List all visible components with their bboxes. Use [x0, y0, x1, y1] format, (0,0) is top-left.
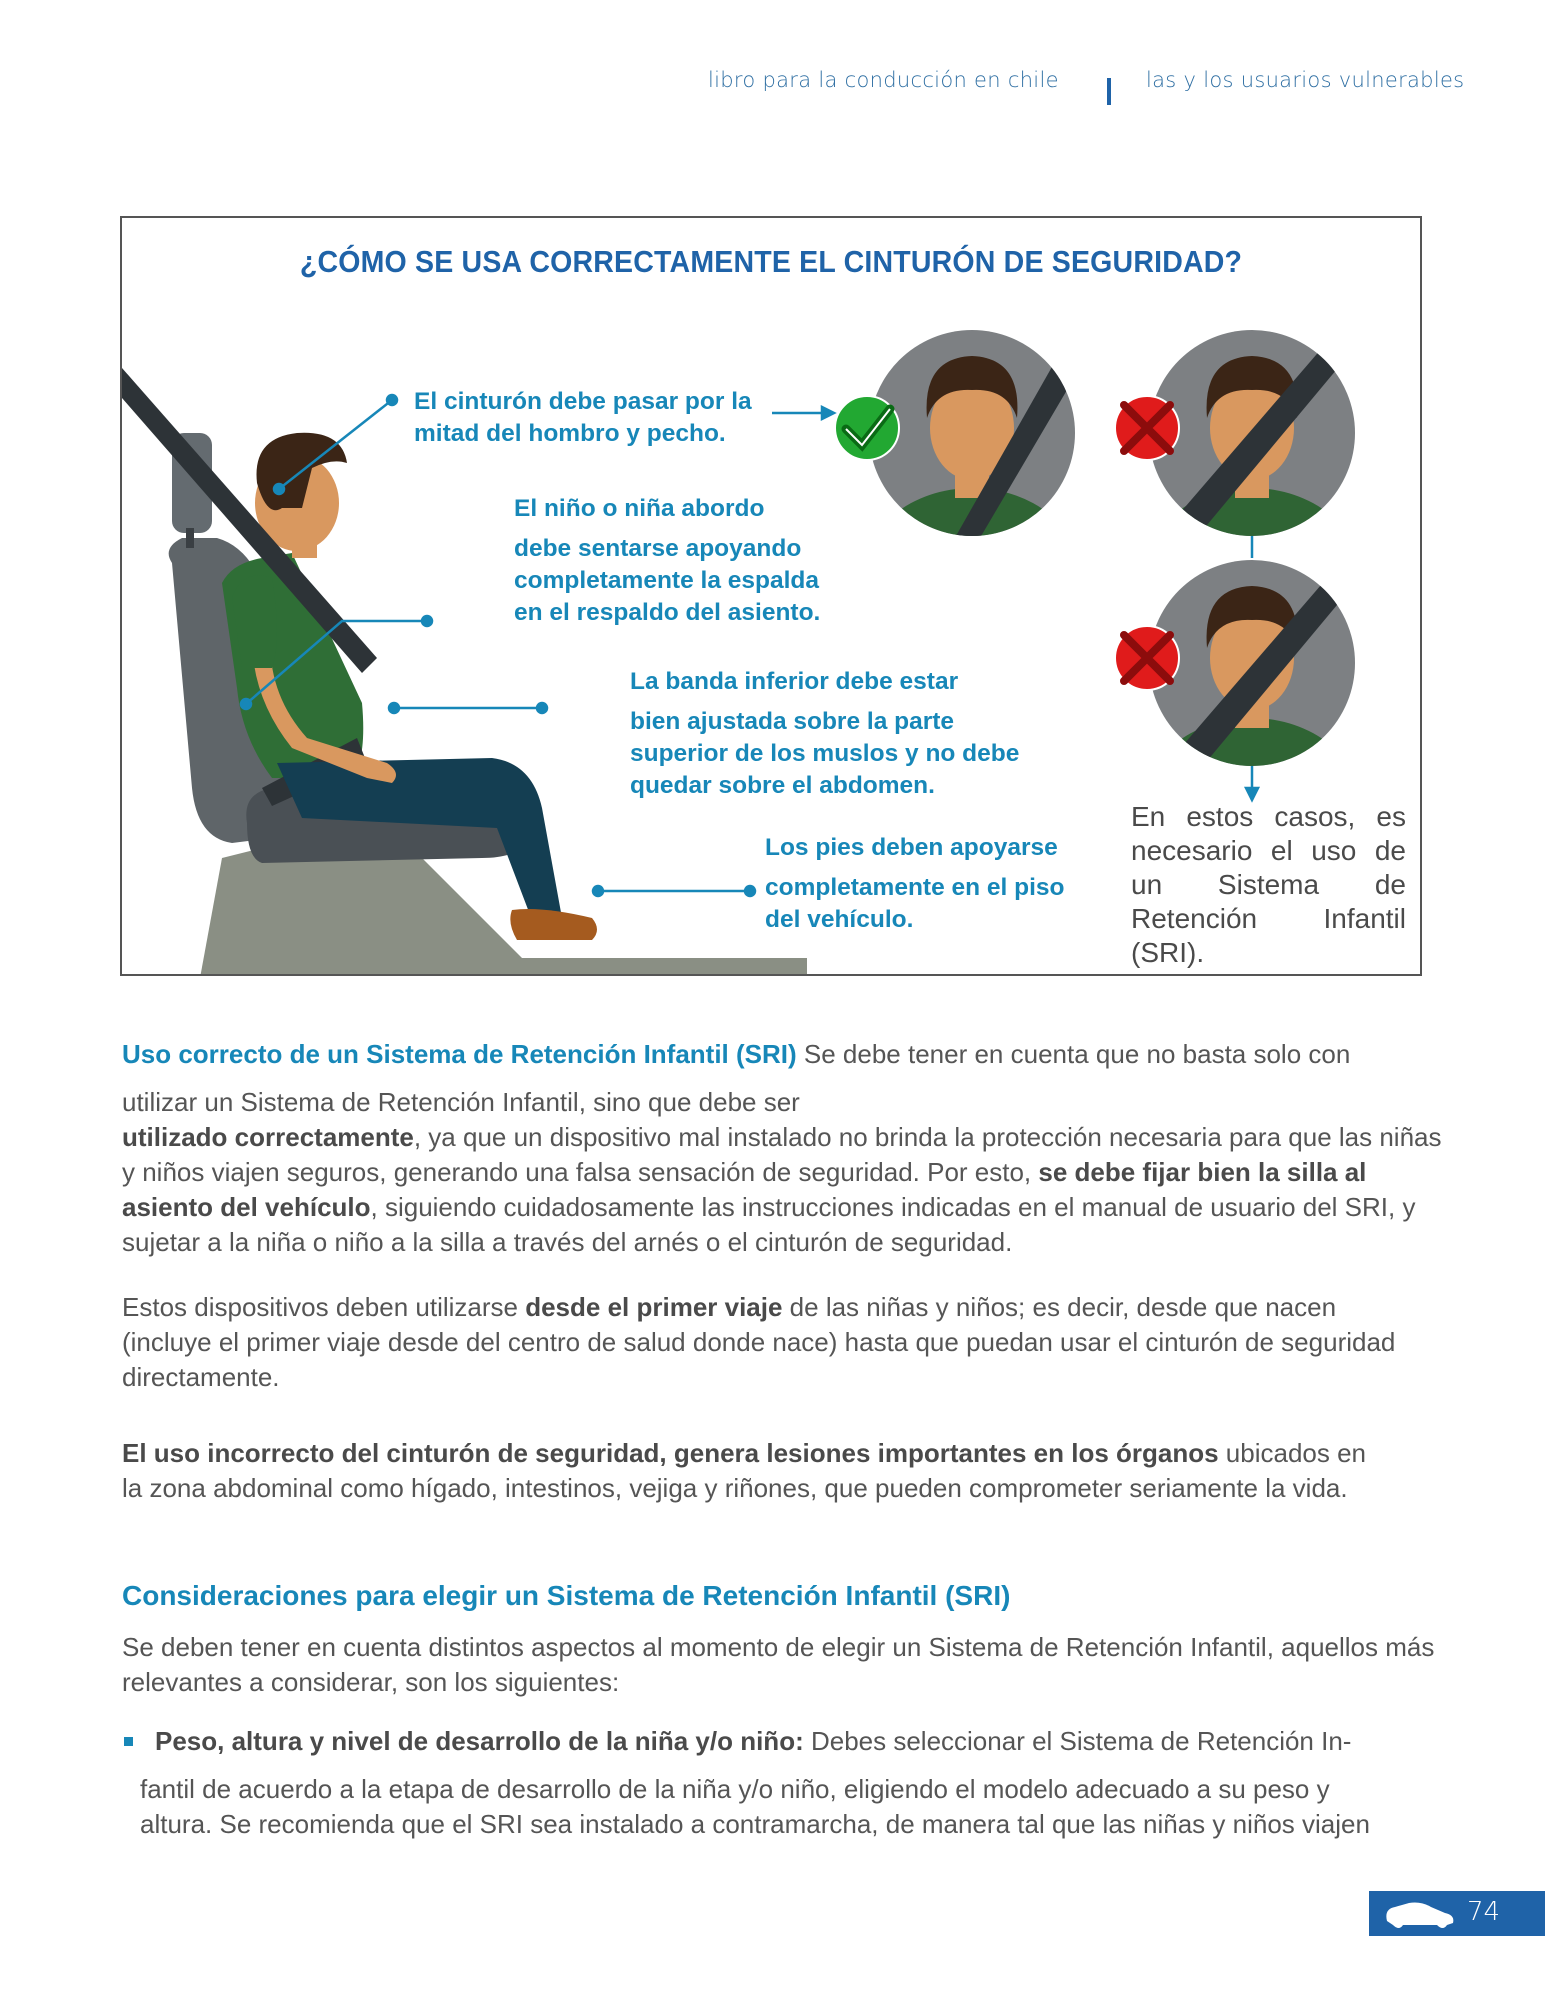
- check-icon: [832, 393, 902, 463]
- book-title: libro para la conducción en chile: [708, 68, 1059, 92]
- callout-feet: Los pies deben apoyarse completamente en el piso del vehículo.: [765, 834, 1065, 933]
- page-number-tab: [1369, 1891, 1545, 1936]
- bullet-weight-height: Peso, altura y nivel de desarrollo de la niña y/o niño: Debes seleccionar el Sistema de Retención In-: [155, 1726, 1352, 1756]
- cross-icon: [1112, 393, 1182, 463]
- paragraph-considerations: Se deben tener en cuenta distintos aspectos al momento de elegir un Sistema de Retención Infantil, aquellos más relevantes a considerar, son los siguientes:: [122, 1632, 1435, 1697]
- infographic-title: ¿CÓMO SE USA CORRECTAMENTE EL CINTURÓN DE SEGURIDAD?: [299, 244, 1243, 279]
- paragraph-sri-usage: Uso correcto de un Sistema de Retención Infantil (SRI) Se debe tener en cuenta que no basta solo con: [122, 1039, 1351, 1069]
- chapter-title: las y los usuarios vulnerables: [1146, 68, 1465, 92]
- sri-note: En estos casos, es necesario el uso de un Sistema de Retención Infantil (SRI).: [1131, 801, 1406, 968]
- paragraph-injuries: El uso incorrecto del cinturón de seguridad, genera lesiones importantes en los órganos ubicados en la zona abdominal como hígado, intestinos, vejiga y riñones, que pueden comprometer seriamente la vida.: [122, 1438, 1367, 1503]
- inline-heading: Uso correcto de un Sistema de Retención Infantil (SRI): [122, 1039, 797, 1069]
- callout-shoulder: El cinturón debe pasar por la mitad del hombro y pecho.: [414, 388, 752, 447]
- page-number: 74: [1467, 1897, 1501, 1927]
- callout-backrest: El niño o niña abordo debe sentarse apoyando completamente la espalda en el respaldo del asiento.: [514, 495, 821, 626]
- paragraph-sri-usage-cont: utilizar un Sistema de Retención Infantil, sino que debe ser utilizado correctamente, ya que un dispositivo mal instalado no brinda la protección necesaria para que las niñas y niños viajen seguros, generando una falsa sensación de seguridad. Por esto, se debe fijar bien la silla al asiento del vehículo, siguiendo cuidadosamente las instrucciones indicadas en el manual de usuario del SRI, y sujetar a la niña o niño a la silla a través del arnés o el cinturón de seguridad.: [122, 1087, 1442, 1257]
- seatbelt-infographic: [120, 216, 1422, 976]
- header-divider: [1107, 78, 1111, 105]
- car-icon: [1381, 1897, 1461, 1931]
- callout-lap-belt: La banda inferior debe estar bien ajustada sobre la parte superior de los muslos y no debe quedar sobre el abdomen.: [630, 668, 1020, 799]
- paragraph-first-trip: Estos dispositivos deben utilizarse desde el primer viaje de las niñas y niños; es decir, desde que nacen (incluye el primer viaje desde del centro de salud donde nace) hasta que puedan usar el cinturón de seguridad directamente.: [122, 1292, 1396, 1392]
- section-heading: Consideraciones para elegir un Sistema de Retención Infantil (SRI): [122, 1580, 1011, 1611]
- bullet-weight-height-cont: fantil de acuerdo a la etapa de desarrollo de la niña y/o niño, eligiendo el modelo adecuado a su peso y altura. Se recomienda que el SRI sea instalado a contramarcha, de manera tal que las niñas y niños viajen: [140, 1774, 1370, 1839]
- bullet-marker-icon: [124, 1737, 133, 1746]
- cross-icon: [1112, 623, 1182, 693]
